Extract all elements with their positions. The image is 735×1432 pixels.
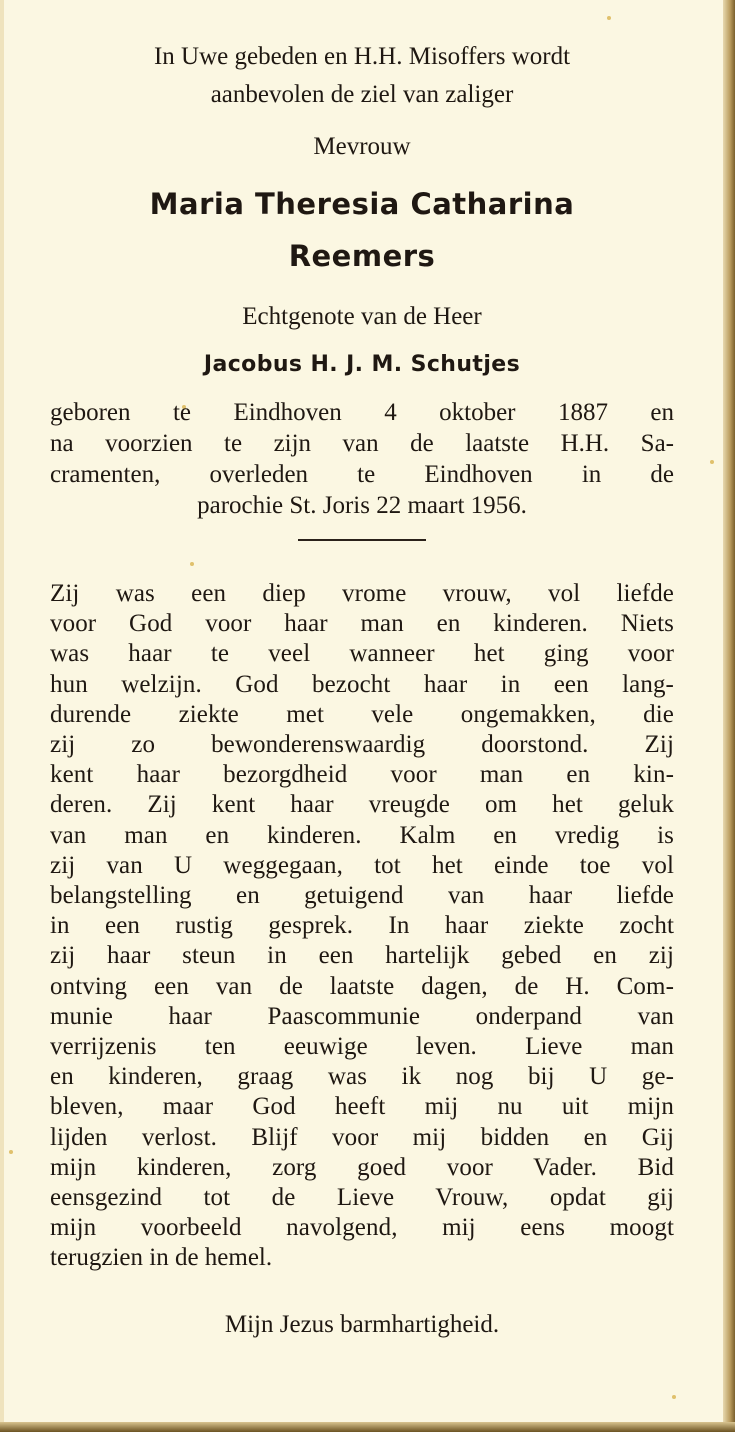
eulogy-line: mijn voorbeeld navolgend, mij eens moogt [50, 1214, 674, 1242]
deceased-name-line: Reemers [288, 239, 436, 273]
intro-text [50, 38, 674, 114]
eulogy-line: zij van U weggegaan, tot het einde toe vol [50, 851, 674, 879]
title-mevrouw: Mevrouw [313, 133, 411, 160]
birth-line: parochie St. Joris 22 maart 1956. [197, 492, 527, 519]
eulogy-line: Zij was een diep vrome vrouw, vol liefde [50, 580, 674, 607]
eulogy-line: zij zo bewonderenswaardig doorstond. Zij [50, 731, 674, 759]
eulogy-line: en kinderen, graag was ik nog bij U ge- [50, 1063, 674, 1091]
eulogy-line: verrijzenis ten eeuwige leven. Lieve man [50, 1033, 674, 1061]
card-content [50, 38, 674, 1340]
card-bottom-edge [0, 1422, 735, 1432]
deceased-name [50, 178, 674, 282]
eulogy-line: was haar te veel wanneer het ging voor [50, 640, 674, 668]
eulogy-line: durende ziekte met vele ongemakken, die [50, 700, 674, 728]
birth-line: geboren te Eindhoven 4 oktober 1887 en [50, 399, 674, 426]
spouse-label: Echtgenote van de Heer [242, 303, 482, 330]
deceased-name-line: Maria Theresia Catharina [149, 187, 575, 221]
card-left-edge [0, 0, 4, 1432]
birth-line: na voorzien te zijn van de laatste H.H. Sa- [50, 430, 674, 457]
birth-death-text [50, 397, 674, 521]
eulogy-text [50, 579, 674, 1274]
eulogy-line: ontving een van de laatste dagen, de H. Com- [50, 972, 674, 1000]
eulogy-line: van man en kinderen. Kalm en vredig is [50, 821, 674, 849]
eulogy-line: bleven, maar God heeft mij nu uit mijn [50, 1093, 674, 1121]
eulogy-line: lijden verlost. Blijf voor mij bidden en Gij [50, 1123, 674, 1151]
eulogy-line: munie haar Paascommunie onderpand van [50, 1002, 674, 1030]
eulogy-line: belangstelling en getuigend van haar liefde [50, 882, 674, 910]
divider-line [298, 539, 426, 541]
eulogy-line: eensgezind tot de Lieve Vrouw, opdat gij [50, 1184, 674, 1212]
eulogy-line: deren. Zij kent haar vreugde om het geluk [50, 791, 674, 819]
paper-speck [710, 460, 714, 464]
paper-speck [672, 1395, 676, 1399]
intro-line: In Uwe gebeden en H.H. Misoffers wordt [153, 43, 571, 70]
eulogy-line: voor God voor haar man en kinderen. Niets [50, 610, 674, 638]
eulogy-line: zij haar steun in een hartelijk gebed en zij [50, 942, 674, 970]
closing-prayer: Mijn Jezus barmhartigheid. [224, 1310, 500, 1338]
birth-line: cramenten, overleden te Eindhoven in de [50, 461, 674, 488]
eulogy-line: kent haar bezorgdheid voor man en kin- [50, 761, 674, 789]
intro-line: aanbevolen de ziel van zaliger [210, 81, 514, 108]
eulogy-line: terugzien in de hemel. [50, 1244, 273, 1272]
eulogy-line: in een rustig gesprek. In haar ziekte zocht [50, 912, 674, 940]
paper-speck [9, 1150, 13, 1154]
spouse-name: Jacobus H. J. M. Schutjes [203, 352, 521, 377]
eulogy-line: mijn kinderen, zorg goed voor Vader. Bid [50, 1153, 674, 1181]
eulogy-line: hun welzijn. God bezocht haar in een lang- [50, 670, 674, 698]
paper-speck [607, 16, 611, 20]
card-right-edge [723, 0, 735, 1432]
